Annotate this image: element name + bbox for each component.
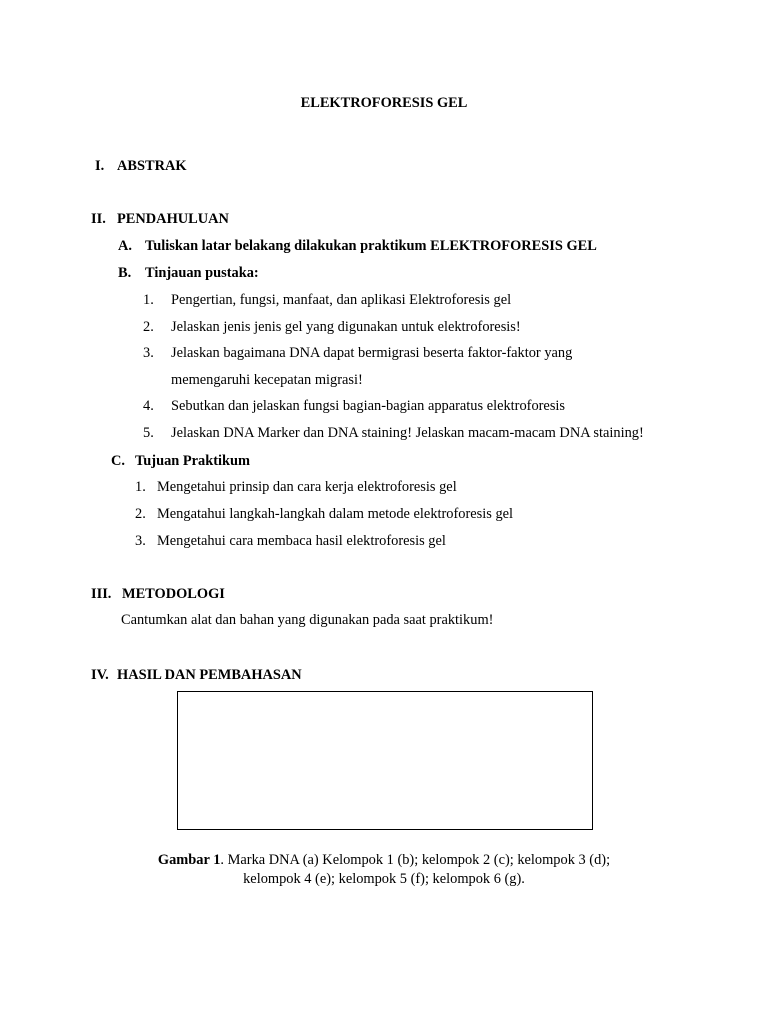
list-item-number: 2.	[135, 506, 146, 522]
list-item-number: 5.	[143, 425, 154, 441]
section-2-title: PENDAHULUAN	[117, 211, 229, 227]
section-2-number: II.	[91, 211, 106, 227]
list-item-text: Sebutkan dan jelaskan fungsi bagian-bagian apparatus elektroforesis	[171, 398, 566, 414]
subsection-a-number: A.	[118, 238, 132, 254]
list-item-number: 3.	[135, 533, 146, 549]
section-3-body: Cantumkan alat dan bahan yang digunakan pada saat praktikum!	[121, 612, 494, 628]
list-item-number: 4.	[143, 398, 154, 414]
list-item-text: Pengertian, fungsi, manfaat, dan aplikasi Elektroforesis gel	[171, 292, 512, 308]
list-item-text: Mengetahui cara membaca hasil elektroforesis gel	[157, 533, 446, 549]
section-4-title: HASIL DAN PEMBAHASAN	[117, 667, 302, 683]
subsection-c-text: Tujuan Praktikum	[135, 453, 251, 469]
list-item-number: 1.	[143, 292, 154, 308]
figure-caption-text: . Marka DNA (a) Kelompok 1 (b); kelompok 2 (c); kelompok 3 (d);	[220, 852, 611, 868]
list-item-number: 3.	[143, 345, 154, 361]
figure-caption-line-1	[110, 851, 658, 870]
section-1-number: I.	[95, 158, 105, 174]
list-item-number: 1.	[135, 479, 146, 495]
subsection-b-text: Tinjauan pustaka:	[145, 265, 259, 281]
section-3-title: METODOLOGI	[122, 586, 225, 602]
list-item-text: Jelaskan DNA Marker dan DNA staining! Jelaskan macam-macam DNA staining!	[171, 425, 644, 441]
list-item-continuation: memengaruhi kecepatan migrasi!	[171, 372, 363, 388]
list-item-text: Mengatahui langkah-langkah dalam metode elektroforesis gel	[157, 506, 514, 522]
list-item-number: 2.	[143, 319, 154, 335]
figure-caption-line-2: kelompok 4 (e); kelompok 5 (f); kelompok 6 (g).	[243, 871, 525, 887]
section-1-title: ABSTRAK	[117, 158, 187, 174]
list-item-text: Jelaskan jenis jenis gel yang digunakan untuk elektroforesis!	[171, 319, 521, 335]
section-3-number: III.	[91, 586, 112, 602]
list-item-text: Jelaskan bagaimana DNA dapat bermigrasi beserta faktor-faktor yang	[171, 345, 573, 361]
section-4-number: IV.	[91, 667, 109, 683]
figure-label: Gambar 1	[157, 852, 221, 868]
document-title: ELEKTROFORESIS GEL	[300, 95, 468, 111]
list-item-text: Mengetahui prinsip dan cara kerja elektroforesis gel	[157, 479, 457, 495]
subsection-b-number: B.	[118, 265, 132, 281]
subsection-a-text: Tuliskan latar belakang dilakukan praktikum ELEKTROFORESIS GEL	[145, 238, 597, 254]
figure-placeholder-box	[177, 691, 593, 830]
subsection-c-number: C.	[111, 453, 125, 469]
